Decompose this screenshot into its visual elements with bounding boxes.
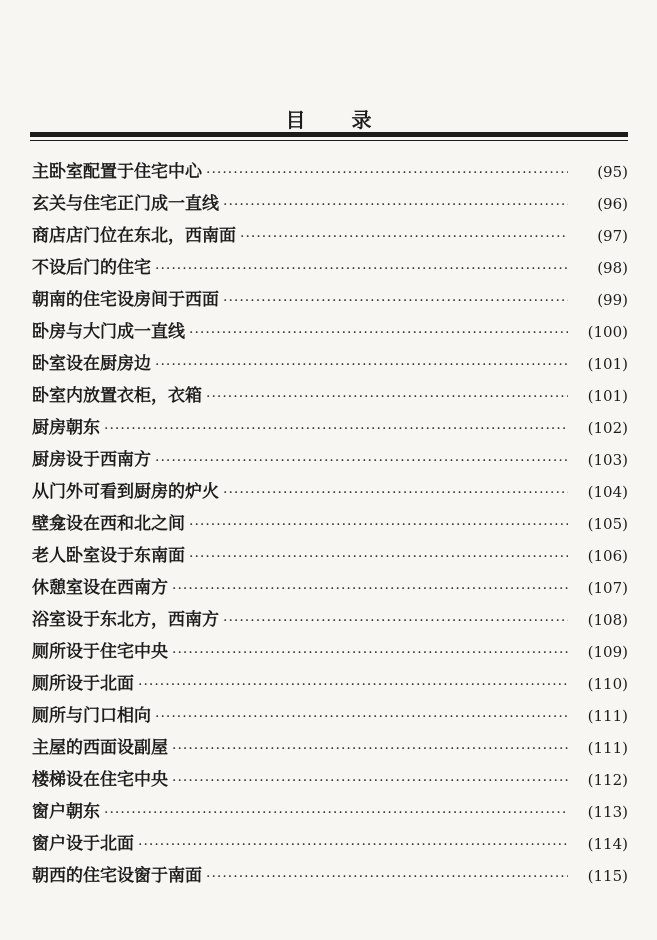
toc-entry-label: 楼梯设在住宅中央 [32,770,168,790]
toc-entry-label: 窗户朝东 [32,802,100,822]
toc-entry-page: (103) [587,451,628,469]
toc-entry-label: 老人卧室设于东南面 [32,546,185,566]
toc-leader-dots [172,637,568,669]
toc-leader-dots [155,253,568,285]
toc-entry [32,700,628,732]
toc-leader-dots [189,317,568,349]
toc-entry-label: 主屋的西面设副屋 [32,738,168,758]
toc-entry-label: 厕所设于北面 [32,674,134,694]
toc-entry [32,284,628,316]
toc-entry-page: (111) [587,707,628,725]
toc-entry-page: (114) [587,835,628,853]
toc-entry-page: (99) [597,291,628,309]
title-char-1: 目 [285,108,306,132]
toc-entry-label: 主卧室配置于住宅中心 [32,162,202,182]
toc-entry-page: (115) [587,867,628,885]
toc-entry-label: 玄关与住宅正门成一直线 [32,194,219,214]
toc-entry-label: 卧房与大门成一直线 [32,322,185,342]
toc-entry [32,540,628,572]
toc-entry-page: (96) [597,195,628,213]
toc-entry-page: (101) [587,387,628,405]
toc-entry [32,252,628,284]
toc-entry [32,796,628,828]
toc-entry-page: (112) [587,771,628,789]
toc-entry [32,732,628,764]
toc-leader-dots [189,509,568,541]
toc-entry [32,636,628,668]
toc-entry-label: 从门外可看到厨房的炉火 [32,482,219,502]
toc-entry [32,604,628,636]
toc-entry-label: 卧室设在厨房边 [32,354,151,374]
toc-entry-label: 朝南的住宅设房间于西面 [32,290,219,310]
toc-entry [32,572,628,604]
toc-entry [32,476,628,508]
toc-entry-label: 朝西的住宅设窗于南面 [32,866,202,886]
toc-entry-label: 厨房设于西南方 [32,450,151,470]
toc-leader-dots [172,765,568,797]
toc-entry [32,860,628,892]
toc-entry [32,380,628,412]
toc-entry-page: (95) [597,163,628,181]
toc-leader-dots [155,701,568,733]
toc-leader-dots [206,157,568,189]
toc-entry-page: (105) [587,515,628,533]
toc-entry-label: 休憩室设在西南方 [32,578,168,598]
toc-entry-page: (110) [587,675,628,693]
toc-leader-dots [138,829,568,861]
toc-entry-page: (104) [587,483,628,501]
toc-entry-page: (101) [587,355,628,373]
toc-leader-dots [223,189,568,221]
title-char-2: 录 [351,108,372,132]
toc-entry [32,348,628,380]
toc-entry-page: (109) [587,643,628,661]
toc-entry-label: 卧室内放置衣柜，衣箱 [32,386,202,406]
toc-entry [32,764,628,796]
toc-leader-dots [189,541,568,573]
title-rule-thick [30,132,628,137]
toc-leader-dots [172,573,568,605]
toc-entry [32,220,628,252]
toc-entry [32,316,628,348]
toc-entry-label: 厕所与门口相向 [32,706,151,726]
toc-entry-label: 厕所设于住宅中央 [32,642,168,662]
toc-entry-page: (111) [587,739,628,757]
toc-entry-label: 壁龛设在西和北之间 [32,514,185,534]
toc-entry [32,188,628,220]
toc-leader-dots [138,669,568,701]
toc-leader-dots [223,605,568,637]
toc-entry-page: (98) [597,259,628,277]
toc-leader-dots [223,285,568,317]
title-rule-thin [30,140,628,141]
toc-entry-page: (100) [587,323,628,341]
toc-entry-page: (106) [587,547,628,565]
toc-leader-dots [223,477,568,509]
toc-leader-dots [104,413,568,445]
toc-entry-label: 厨房朝东 [32,418,100,438]
toc-entry [32,412,628,444]
toc-entry [32,444,628,476]
toc-entry-label: 窗户设于北面 [32,834,134,854]
page-title [0,104,657,133]
toc-entry-page: (102) [587,419,628,437]
toc-leader-dots [206,861,568,893]
toc-leader-dots [155,445,568,477]
toc-entry [32,508,628,540]
toc-entry [32,668,628,700]
toc-entry [32,828,628,860]
toc-list [32,156,628,892]
toc-entry-page: (97) [597,227,628,245]
toc-entry-label: 不设后门的住宅 [32,258,151,278]
toc-entry-page: (108) [587,611,628,629]
toc-entry-page: (113) [587,803,628,821]
toc-leader-dots [104,797,568,829]
toc-leader-dots [206,381,568,413]
toc-leader-dots [155,349,568,381]
toc-entry-label: 商店店门位在东北，西南面 [32,226,236,246]
toc-leader-dots [240,221,568,253]
toc-entry-label: 浴室设于东北方，西南方 [32,610,219,630]
toc-entry [32,156,628,188]
toc-entry-page: (107) [587,579,628,597]
toc-leader-dots [172,733,568,765]
